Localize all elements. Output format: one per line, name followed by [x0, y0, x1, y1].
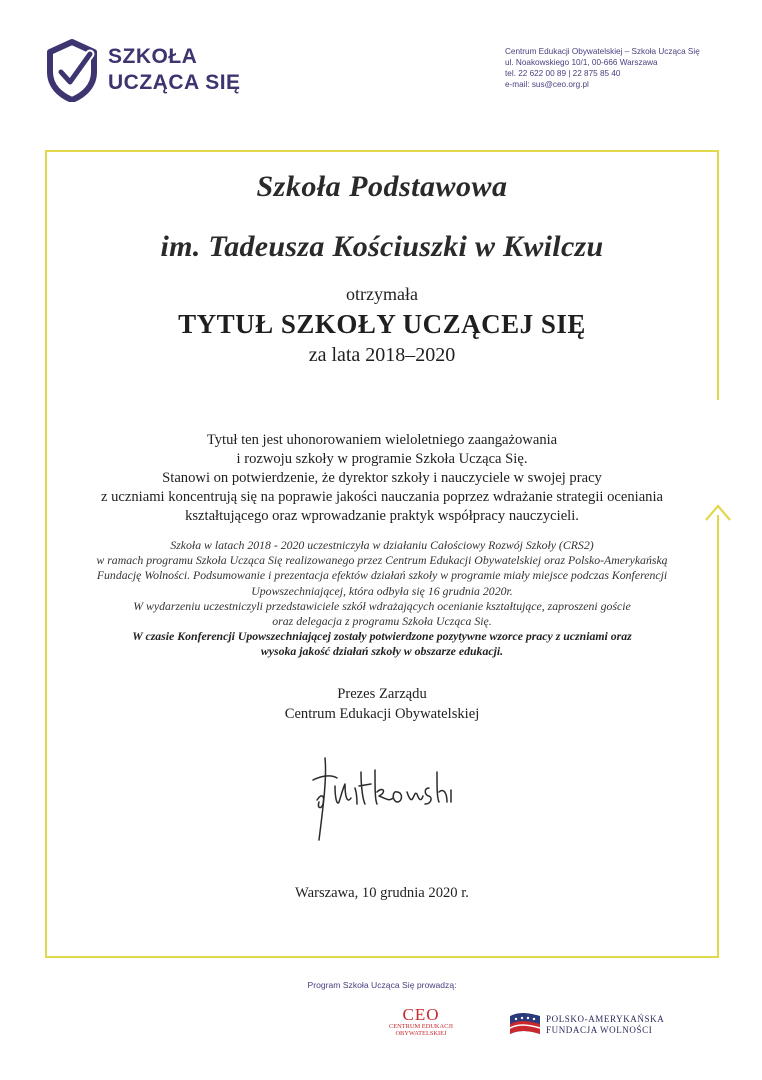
details-line: w ramach programu Szkoła Ucząca Się realizowanego przez Centrum Edukacji Obywatelskiej oraz Polsko-Amerykańską [96, 553, 668, 568]
shield-check-icon [44, 38, 100, 102]
contact-email: e-mail: sus@ceo.org.pl [505, 80, 589, 89]
ceo-name-line1: CENTRUM EDUKACJI [388, 1023, 454, 1030]
description-line: i rozwoju szkoły w programie Szkoła Ucząca Się. [236, 451, 528, 467]
footer-label: Program Szkoła Ucząca Się prowadzą: [307, 980, 457, 990]
details-line: Upowszechniającej, która odbyła się 16 grudnia 2020r. [251, 583, 513, 598]
details-line: Szkoła w latach 2018 - 2020 uczestniczyła w działaniu Całościowy Rozwój Szkoły (CRS2) [170, 538, 594, 552]
award-title: TYTUŁ SZKOŁY UCZĄCEJ SIĘ [178, 309, 586, 339]
flag-emblem-icon [508, 1010, 542, 1038]
signatory-block [47, 684, 717, 724]
description-line: Tytuł ten jest uhonorowaniem wieloletniego zaangażowania [206, 432, 558, 448]
details-line: Fundację Wolności. Podsumowanie i prezentacja efektów działań szkoły w programie miały miejsce podczas Konferencji [96, 568, 668, 583]
frame-bottom [45, 956, 719, 958]
details-line: W wydarzeniu uczestniczyli przedstawiciele szkół wdrażających ocenianie kształtujące, zaproszeni goście [133, 598, 631, 613]
details-paragraph [47, 538, 717, 660]
pafw-name-line1: POLSKO-AMERYKAŃSKA [546, 1014, 665, 1024]
szkola-uczaca-sie-logo [44, 38, 264, 108]
pafw-name-line2: FUNDACJA WOLNOŚCI [546, 1025, 653, 1035]
frame-right-bottom [717, 515, 719, 958]
received-text: otrzymała [346, 284, 418, 304]
contact-org: Centrum Edukacji Obywatelskiej – Szkoła Ucząca Się [505, 47, 700, 56]
description-line: Stanowi on potwierdzenie, że dyrektor szkoły i nauczyciele w swojej pracy [162, 470, 602, 486]
description-line: z uczniami koncentrują się na poprawie jakości nauczania poprzez wdrażanie strategii oceniania [101, 489, 663, 505]
pafw-logo [508, 1010, 668, 1040]
issue-date: Warszawa, 10 grudnia 2020 r. [295, 885, 469, 901]
details-bold-line: W czasie Konferencji Upowszechniającej zostały potwierdzone pozytywne wzorce pracy z uczniami oraz [132, 629, 632, 644]
school-name-line1: Szkoła Podstawowa [256, 170, 508, 203]
school-name-line2: im. Tadeusza Kościuszki w Kwilczu [160, 230, 604, 263]
contact-block [505, 46, 750, 90]
details-bold-line: wysoka jakość działań szkoły w obszarze edukacji. [260, 644, 504, 659]
signatory-role: Prezes Zarządu [337, 686, 427, 702]
contact-phone: tel. 22 622 00 89 | 22 875 85 40 [505, 69, 621, 78]
ceo-name-line2: OBYWATELSKIEJ [395, 1030, 447, 1037]
logo-text-line2: UCZĄCA SIĘ [108, 71, 241, 94]
frame-right-top [717, 150, 719, 400]
logo-text-line1: SZKOŁA [108, 45, 198, 68]
contact-address: ul. Noakowskiego 10/1, 00-666 Warszawa [505, 58, 658, 67]
description-paragraph [47, 431, 717, 526]
frame-top [45, 150, 719, 152]
ceo-mark: CEO [402, 1005, 440, 1024]
ceo-logo [386, 1007, 456, 1047]
description-line: kształtującego oraz wprowadzanie praktyk współpracy nauczycieli. [185, 508, 579, 524]
details-line: oraz delegacja z programu Szkoła Ucząca Się. [272, 614, 492, 629]
handwritten-signature [305, 748, 455, 848]
signatory-org: Centrum Edukacji Obywatelskiej [284, 706, 480, 722]
award-years: za lata 2018–2020 [308, 344, 456, 366]
